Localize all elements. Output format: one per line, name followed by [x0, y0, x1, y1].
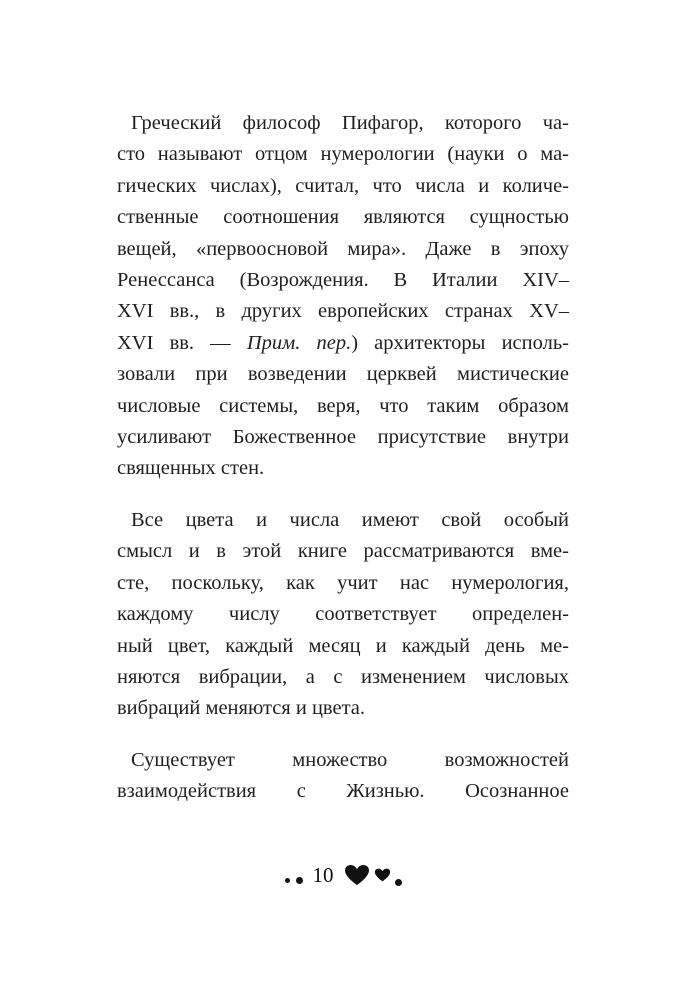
text-line: усиливают Божественное присутствие внутри: [117, 425, 569, 448]
text-line: каждому числу соответствует определен-: [117, 603, 569, 626]
text-line: взаимодействия с Жизнью. Осознанное: [117, 780, 569, 803]
dots-icon: [285, 867, 303, 884]
text-fragment: ) архитекторы исполь-: [351, 331, 569, 354]
translator-note: Прим. пер.: [246, 331, 352, 354]
paragraph-2: [117, 505, 569, 725]
text-line: сте, поскольку, как учит нас нумерология,: [117, 571, 569, 594]
text-line: Существует множество возможностей: [131, 749, 569, 771]
page-footer: [0, 855, 686, 895]
page-number: 10: [312, 862, 334, 887]
text-line: священных стен.: [117, 457, 265, 480]
text-fragment: XVI вв. —: [117, 331, 247, 354]
text-line: вещей, «первоосновой мира». Даже в эпоху: [117, 237, 569, 260]
text-line: XVI вв., в других европейских странах XV–: [117, 300, 569, 323]
text-line: сто называют отцом нумерологии (науки о ма-: [117, 143, 569, 166]
dot-icon: [395, 879, 402, 886]
text-line: няются вибрации, а с изменением числовых: [117, 665, 569, 688]
text-line: зовали при возведении церквей мистические: [117, 363, 569, 386]
heart-icon: [344, 864, 370, 886]
paragraph-1: [117, 108, 569, 485]
text-line: ный цвет, каждый месяц и каждый день ме-: [117, 634, 569, 657]
paragraph-3: [117, 745, 569, 808]
text-line: Греческий философ Пифагор, которого ча-: [131, 112, 569, 134]
heart-icon: [374, 868, 391, 882]
hearts-icon: [344, 864, 402, 886]
dot-icon: [285, 878, 290, 883]
text-line: гических числах), считал, что числа и количе-: [117, 174, 569, 197]
dot-icon: [296, 877, 303, 884]
text-line: смысл и в этой книге рассматриваются вме-: [117, 540, 569, 563]
text-line: ственные соотношения являются сущностью: [117, 206, 569, 229]
text-line-with-note: [117, 328, 569, 359]
text-line: вибраций меняются и цвета.: [117, 697, 366, 720]
text-line: Ренессанса (Возрождения. В Италии XIV–: [117, 268, 569, 291]
text-line: Все цвета и числа имеют свой особый: [131, 509, 569, 531]
text-line: числовые системы, веря, что таким образом: [117, 394, 569, 417]
